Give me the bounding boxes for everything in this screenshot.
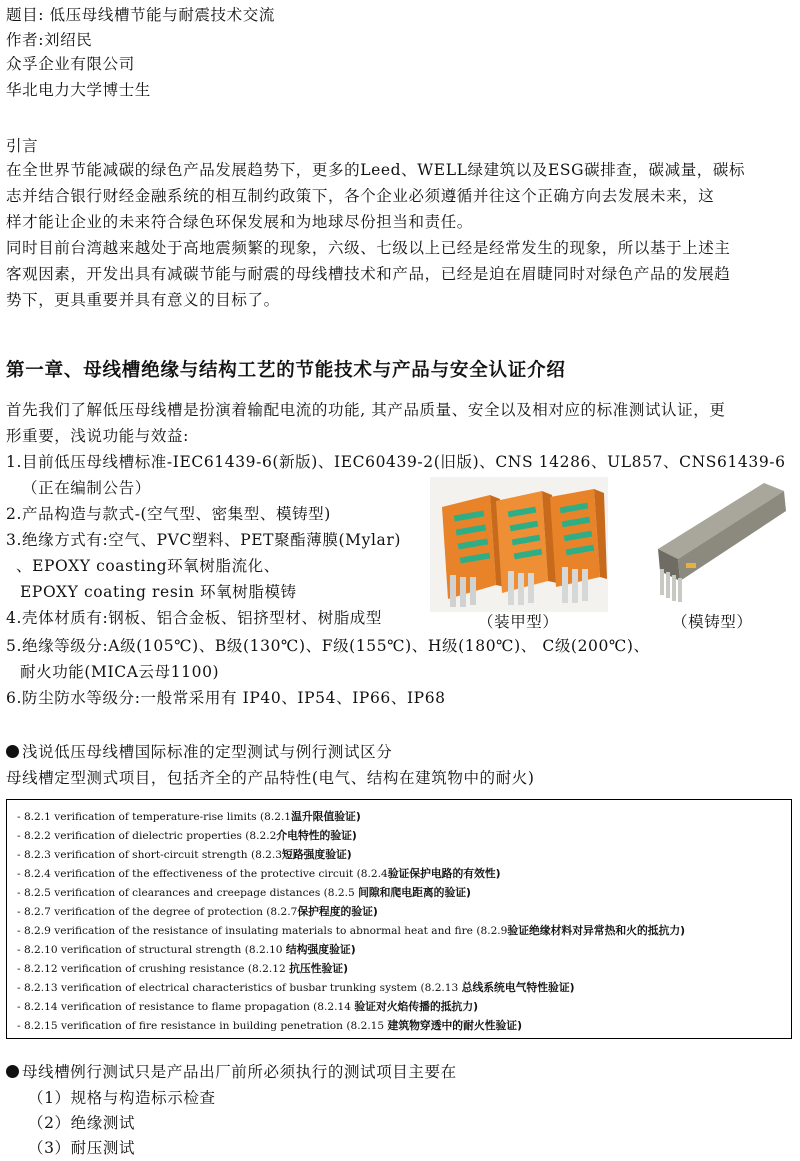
table-row: - 8.2.5 verification of clearances and creepage distances (8.2.5 间隙和爬电距离的验证) xyxy=(17,886,471,899)
busbar-armored-illustration xyxy=(430,477,608,612)
routine-test-heading xyxy=(6,1060,457,1084)
table-row: - 8.2.3 verification of short-circuit strength (8.2.3短路强度验证) xyxy=(17,848,352,861)
routine-item-1: （1）规格与构造标示检查 xyxy=(28,1089,216,1107)
type-test-table xyxy=(6,799,792,1039)
item-6: 6.防尘防水等级分:一般常采用有 IP40、IP54、IP66、IP68 xyxy=(6,689,446,707)
item-1: 1.目前低压母线槽标准-IEC61439-6(新版)、IEC60439-2(旧版)、CNS 14286、UL857、CNS61439-6 xyxy=(6,453,786,471)
item-3: 3.绝缘方式有:空气、PVC塑料、PET聚酯薄膜(Mylar) xyxy=(6,531,402,549)
table-row: - 8.2.13 verification of electrical characteristics of busbar trunking system (8.2.13 总线系统电气特性验证) xyxy=(17,981,575,994)
intro-heading: 引言 xyxy=(6,137,39,155)
caption-cast: （模铸型） xyxy=(672,613,753,631)
intro-p1-line3: 样才能让企业的未来符合绿色环保发展和为地球尽份担当和责任。 xyxy=(6,213,473,231)
item-1-note: （正在编制公告） xyxy=(22,479,151,497)
bullet-icon xyxy=(6,745,19,758)
table-row: - 8.2.4 verification of the effectiveness of the protective circuit (8.2.4验证保护电路的有效性) xyxy=(17,867,501,880)
intro-p1-line1: 在全世界节能减碳的绿色产品发展趋势下，更多的Leed、WELL绿建筑以及ESG碳排查，碳减量，碳标 xyxy=(6,161,746,179)
bullet-icon xyxy=(6,1065,19,1078)
table-row: - 8.2.10 verification of structural strength (8.2.10 结构强度验证) xyxy=(17,943,356,956)
busbar-cast-illustration xyxy=(636,477,794,612)
intro-p1-line2: 志并结合银行财经金融系统的相互制约政策下，各个企业必须遵循并往这个正确方向去发展未来，这 xyxy=(6,187,715,205)
intro-p2-line3: 势下，更具重要并具有意义的目标了。 xyxy=(6,291,280,309)
table-row: - 8.2.2 verification of dielectric properties (8.2.2介电特性的验证) xyxy=(17,829,357,842)
doc-affiliation: 华北电力大学博士生 xyxy=(6,81,151,99)
table-row: - 8.2.15 verification of fire resistance in building penetration (8.2.15 建筑物穿透中的耐火性验证) xyxy=(17,1019,523,1032)
chapter1-intro-line1: 首先我们了解低压母线槽是扮演着输配电流的功能, 其产品质量、安全以及相对应的标准测试认证，更 xyxy=(6,401,726,419)
type-test-heading-text: 浅说低压母线槽国际标准的定型测试与例行测试区分 xyxy=(22,743,393,761)
intro-p2-line2: 客观因素，开发出具有减碳节能与耐震的母线槽技术和产品，已经是迫在眉睫同时对绿色产品的发展趋 xyxy=(6,265,731,283)
doc-author: 作者:刘绍民 xyxy=(6,31,93,49)
chapter1-title: 第一章、母线槽绝缘与结构工艺的节能技术与产品与安全认证介绍 xyxy=(6,360,566,381)
item-3-cont2: EPOXY coating resin 环氧树脂模铸 xyxy=(20,583,297,601)
item-5: 5.绝缘等级分:A级(105℃)、B级(130℃)、F级(155℃)、H级(180℃)、 C级(200℃)、 xyxy=(6,637,650,655)
item-5-cont: 耐火功能(MICA云母1100) xyxy=(20,663,220,681)
table-row: - 8.2.7 verification of the degree of protection (8.2.7保护程度的验证) xyxy=(17,905,378,918)
intro-p2-line1: 同时目前台湾越来越处于高地震频繁的现象，六级、七级以上已经是经常发生的现象，所以基于上述主 xyxy=(6,239,731,257)
item-3-cont1: 、EPOXY coasting环氧树脂流化、 xyxy=(16,557,280,575)
table-row: - 8.2.9 verification of the resistance of insulating materials to abnormal heat and fire (8.2.9验证绝缘材料对异常热和火的抵抗力) xyxy=(17,924,686,937)
routine-item-3: （3）耐压测试 xyxy=(28,1139,136,1157)
caption-armored: （装甲型） xyxy=(478,613,559,631)
doc-company: 众孚企业有限公司 xyxy=(6,55,135,73)
table-row: - 8.2.1 verification of temperature-rise limits (8.2.1温升限值验证) xyxy=(17,810,361,823)
type-test-subheading: 母线槽定型测式项目，包括齐全的产品特性(电气、结构在建筑物中的耐火) xyxy=(6,769,535,787)
item-4: 4.壳体材质有:钢板、铝合金板、铝挤型材、树脂成型 xyxy=(6,609,383,627)
table-row: - 8.2.14 verification of resistance to flame propagation (8.2.14 验证对火焰传播的抵抗力) xyxy=(17,1000,479,1013)
type-test-heading xyxy=(6,740,392,764)
doc-title: 题目: 低压母线槽节能与耐震技术交流 xyxy=(6,6,275,24)
item-2: 2.产品构造与款式-(空气型、密集型、模铸型) xyxy=(6,505,331,523)
chapter1-intro-line2: 形重要，浅说功能与效益: xyxy=(6,427,189,445)
routine-item-2: （2）绝缘测试 xyxy=(28,1114,136,1132)
busbar-armored-image xyxy=(430,477,608,612)
busbar-cast-image xyxy=(636,477,794,612)
routine-test-heading-text: 母线槽例行测试只是产品出厂前所必须执行的测试项目主要在 xyxy=(22,1063,457,1081)
table-row: - 8.2.12 verification of crushing resistance (8.2.12 抗压性验证) xyxy=(17,962,349,975)
